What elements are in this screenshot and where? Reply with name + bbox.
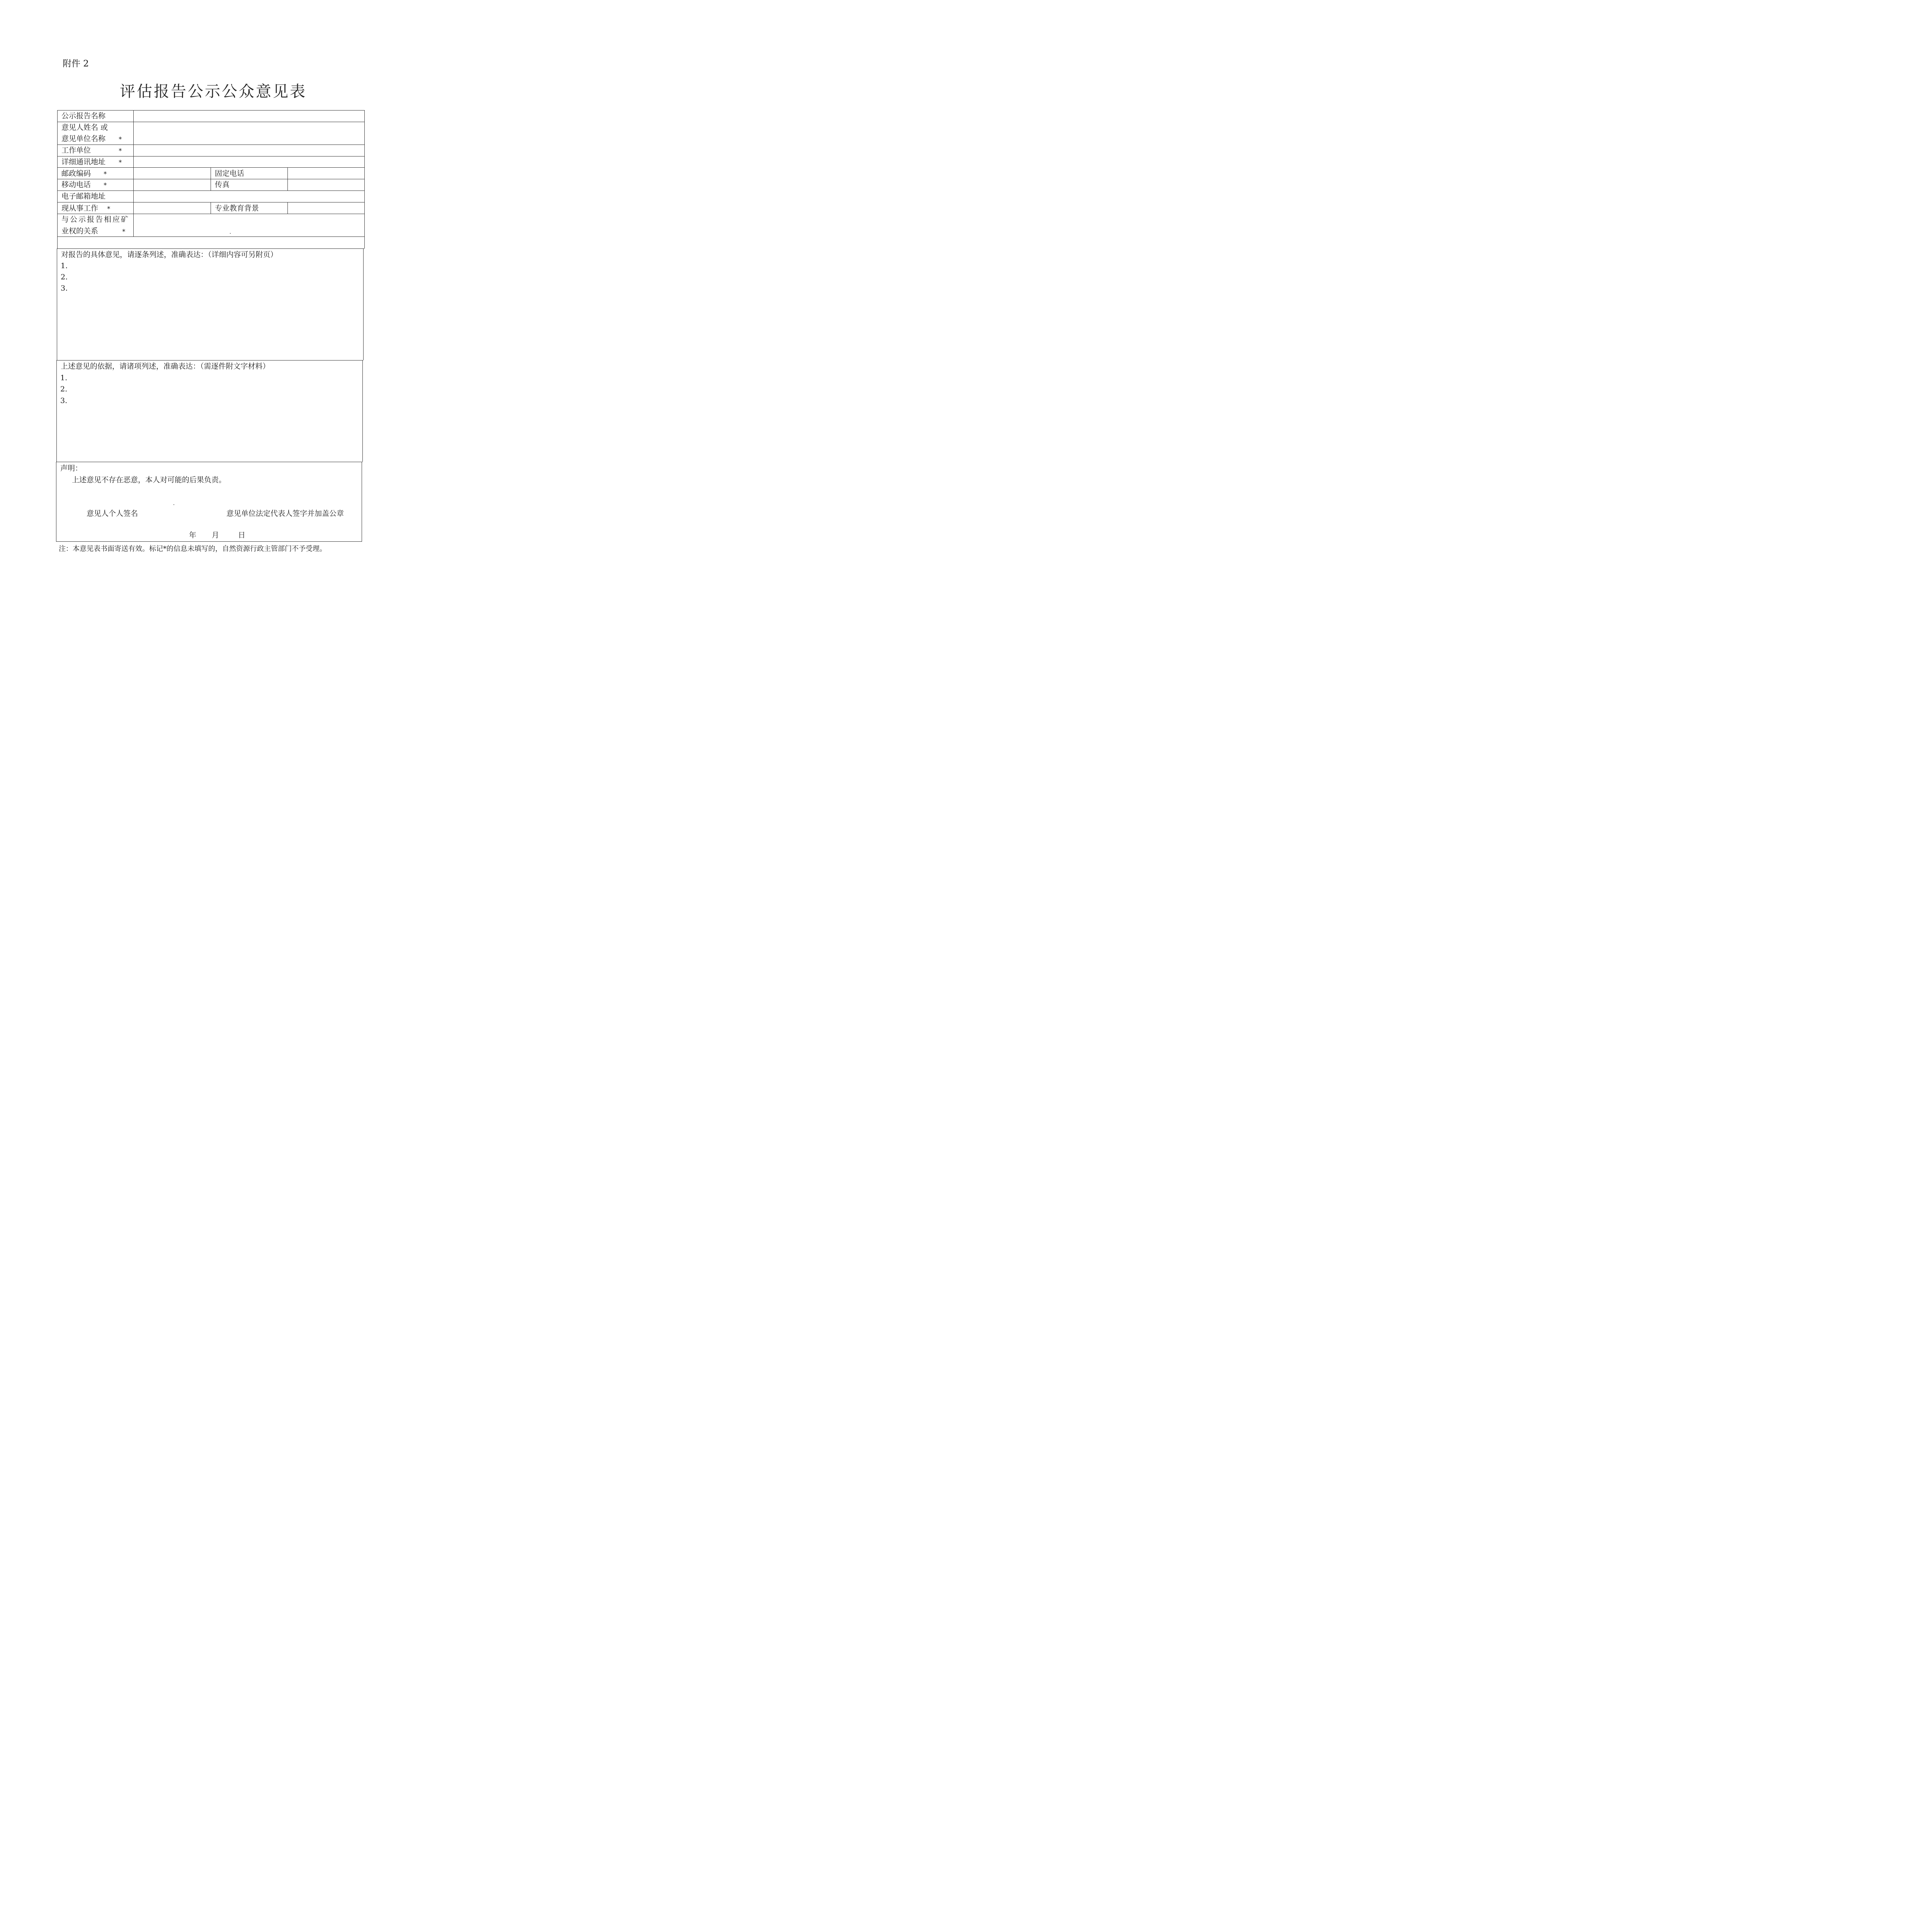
address-label: 详细通讯地址 — [61, 158, 106, 166]
personal-signature-label: 意见人个人签名 — [87, 509, 138, 518]
attachment-label: 附件 2 — [63, 59, 89, 69]
required-mark: * — [119, 136, 122, 143]
month-label: 月 — [212, 531, 219, 539]
report-name-label: 公示报告名称 — [61, 112, 106, 120]
required-mark: * — [119, 159, 122, 167]
opinion-item-1: 1. — [61, 262, 68, 270]
table-line — [56, 541, 362, 542]
table-line — [57, 360, 363, 361]
required-mark: * — [122, 228, 126, 236]
postal-code-label: 邮政编码 — [61, 169, 91, 178]
day-label: 日 — [238, 531, 246, 539]
required-mark: * — [104, 170, 107, 178]
table-line — [56, 360, 57, 462]
table-line — [57, 236, 365, 237]
basis-heading: 上述意见的依据，请诸项列述，准确表达：（需逐件附文字材料） — [61, 362, 270, 371]
work-unit-label: 工作单位 — [61, 146, 91, 155]
relation-label: 与公示报告相应矿 — [61, 215, 130, 224]
speck — [173, 504, 174, 505]
declaration-heading: 声明： — [60, 464, 83, 473]
table-line — [133, 110, 134, 236]
table-line — [363, 248, 364, 360]
mobile-label: 移动电话 — [61, 180, 91, 189]
table-line — [364, 110, 365, 248]
basis-item-2: 2. — [60, 385, 68, 393]
opinion-item-3: 3. — [61, 284, 68, 293]
landline-label: 固定电话 — [215, 169, 245, 178]
education-label: 专业教育背景 — [215, 204, 259, 213]
basis-item-1: 1. — [60, 374, 68, 382]
table-line — [57, 110, 58, 248]
required-mark: * — [104, 182, 107, 189]
basis-item-3: 3. — [60, 396, 68, 405]
year-label: 年 — [189, 531, 197, 539]
table-line — [57, 167, 365, 168]
form-title: 评估报告公示公众意见表 — [120, 83, 307, 100]
table-line — [362, 360, 363, 462]
opinion-unit-label: 意见单位名称 — [61, 134, 106, 143]
relation-label-cont: 业权的关系 — [61, 227, 99, 235]
current-job-label: 现从事工作 — [61, 204, 99, 213]
footer-note: 注：本意见表书面寄送有效。标记*的信息未填写的，自然资源行政主管部门不予受理。 — [59, 545, 326, 553]
table-line — [57, 110, 365, 111]
opinion-name-label: 意见人姓名 或 — [61, 123, 108, 132]
email-label: 电子邮箱地址 — [61, 192, 106, 201]
declaration-text: 上述意见不存在恶意，本人对可能的后果负责。 — [72, 476, 226, 484]
table-line — [287, 202, 288, 214]
opinion-item-2: 2. — [61, 273, 68, 281]
fax-label: 传真 — [215, 180, 230, 189]
opinions-heading: 对报告的具体意见，请逐条列述，准确表达：（详细内容可另附页） — [61, 250, 278, 259]
table-line — [57, 190, 365, 191]
table-line — [57, 248, 364, 249]
required-mark: * — [107, 205, 111, 213]
unit-signature-label: 意见单位法定代表人签字并加盖公章 — [226, 509, 344, 518]
speck — [230, 233, 231, 234]
table-line — [287, 167, 288, 190]
required-mark: * — [119, 147, 122, 155]
